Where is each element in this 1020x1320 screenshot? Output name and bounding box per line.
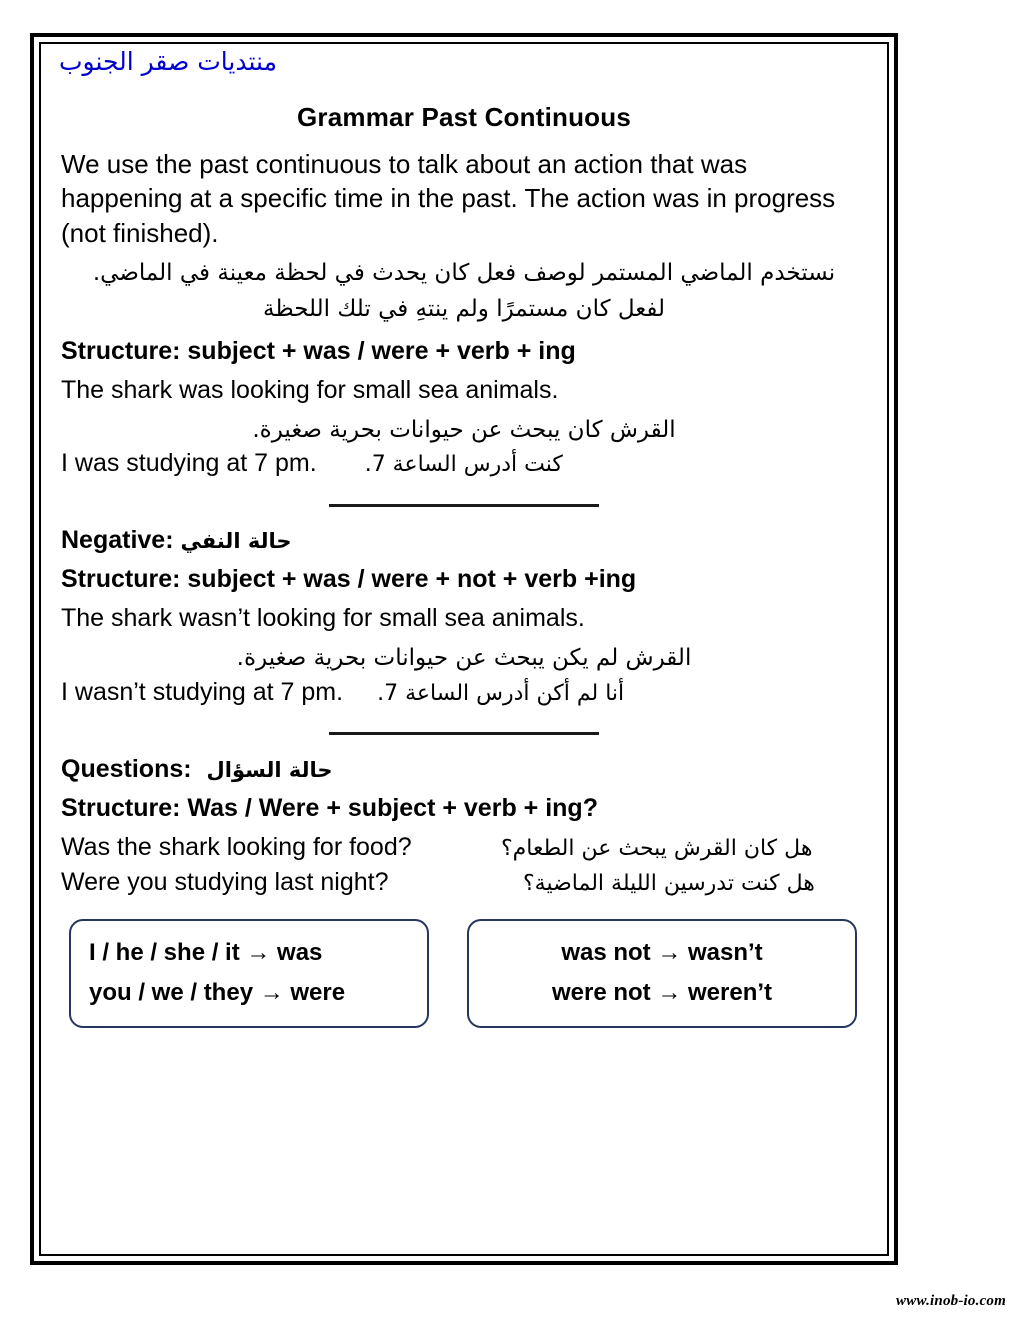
section-divider-1 xyxy=(61,496,867,514)
affirmative-example-2-english: I was studying at 7 pm. xyxy=(61,449,317,478)
intro-paragraph-arabic-1: نستخدم الماضي المستمر لوصف فعل كان يحدث في لحظة معينة في الماضي. xyxy=(92,259,836,286)
questions-structure: Structure: Was / Were + subject + verb + ing? xyxy=(61,793,598,822)
negative-example-1-english: The shark wasn’t looking for small sea animals. xyxy=(61,604,585,633)
questions-example-2-arabic: هل كنت تدرسين الليلة الماضية؟ xyxy=(523,870,815,896)
negative-example-2-arabic: أنا لم أكن أدرس الساعة 7. xyxy=(377,680,625,706)
affirmative-example-1-arabic: القرش كان يبحث عن حيوانات بحرية صغيرة. xyxy=(252,416,676,443)
negative-example-2-row xyxy=(61,678,867,707)
page-border-outer xyxy=(30,33,898,1265)
questions-example-1-row xyxy=(61,833,867,862)
site-name-header: منتديات صقر الجنوب xyxy=(59,47,277,76)
questions-heading xyxy=(61,755,867,784)
intro-paragraph-arabic-2: لفعل كان مستمرًا ولم ينتهِ في تلك اللحظة xyxy=(263,296,665,323)
contractions-box-line-1: was not → wasn’t xyxy=(561,938,763,966)
negative-heading-english: Negative: xyxy=(61,526,174,555)
negative-heading-arabic: حالة النفي xyxy=(180,529,292,554)
document-body xyxy=(61,92,867,1028)
section-divider-2 xyxy=(61,725,867,743)
negative-example-1-arabic: القرش لم يكن يبحث عن حيوانات بحرية صغيرة. xyxy=(236,645,692,672)
page-border-inner xyxy=(39,42,889,1256)
summary-boxes xyxy=(61,919,867,1028)
was-were-box-line-2: you / we / they → were xyxy=(89,978,346,1006)
contractions-box xyxy=(467,919,857,1028)
questions-example-2-english: Were you studying last night? xyxy=(61,867,389,896)
affirmative-example-2-arabic: كنت أدرس الساعة 7. xyxy=(364,452,563,478)
page-title: Grammar Past Continuous xyxy=(297,102,631,132)
was-were-box-line-1: I / he / she / it → was xyxy=(89,938,323,966)
affirmative-structure: Structure: subject + was / were + verb + ing xyxy=(61,336,576,365)
questions-example-1-english: Was the shark looking for food? xyxy=(61,832,412,861)
questions-heading-english: Questions: xyxy=(61,754,192,783)
affirmative-example-2-row xyxy=(61,449,867,478)
negative-structure: Structure: subject + was / were + not + verb +ing xyxy=(61,565,637,594)
divider-line xyxy=(329,732,599,735)
affirmative-example-1-english: The shark was looking for small sea animals. xyxy=(61,375,559,404)
questions-example-1-arabic: هل كان القرش يبحث عن الطعام؟ xyxy=(501,835,813,861)
divider-line xyxy=(329,504,599,507)
was-were-box xyxy=(69,919,429,1028)
questions-example-2-row xyxy=(61,868,867,897)
negative-example-2-english: I wasn’t studying at 7 pm. xyxy=(61,677,344,706)
document-content xyxy=(41,44,887,1254)
negative-heading xyxy=(61,526,867,555)
footer-watermark: www.inob-io.com xyxy=(896,1293,1006,1309)
questions-heading-arabic: حالة السؤال xyxy=(206,757,333,782)
intro-paragraph-english: We use the past continuous to talk about an action that was happening at a specific time in the past. The action was in progress (not finished). xyxy=(61,149,836,248)
contractions-box-line-2: were not → weren’t xyxy=(551,978,773,1006)
